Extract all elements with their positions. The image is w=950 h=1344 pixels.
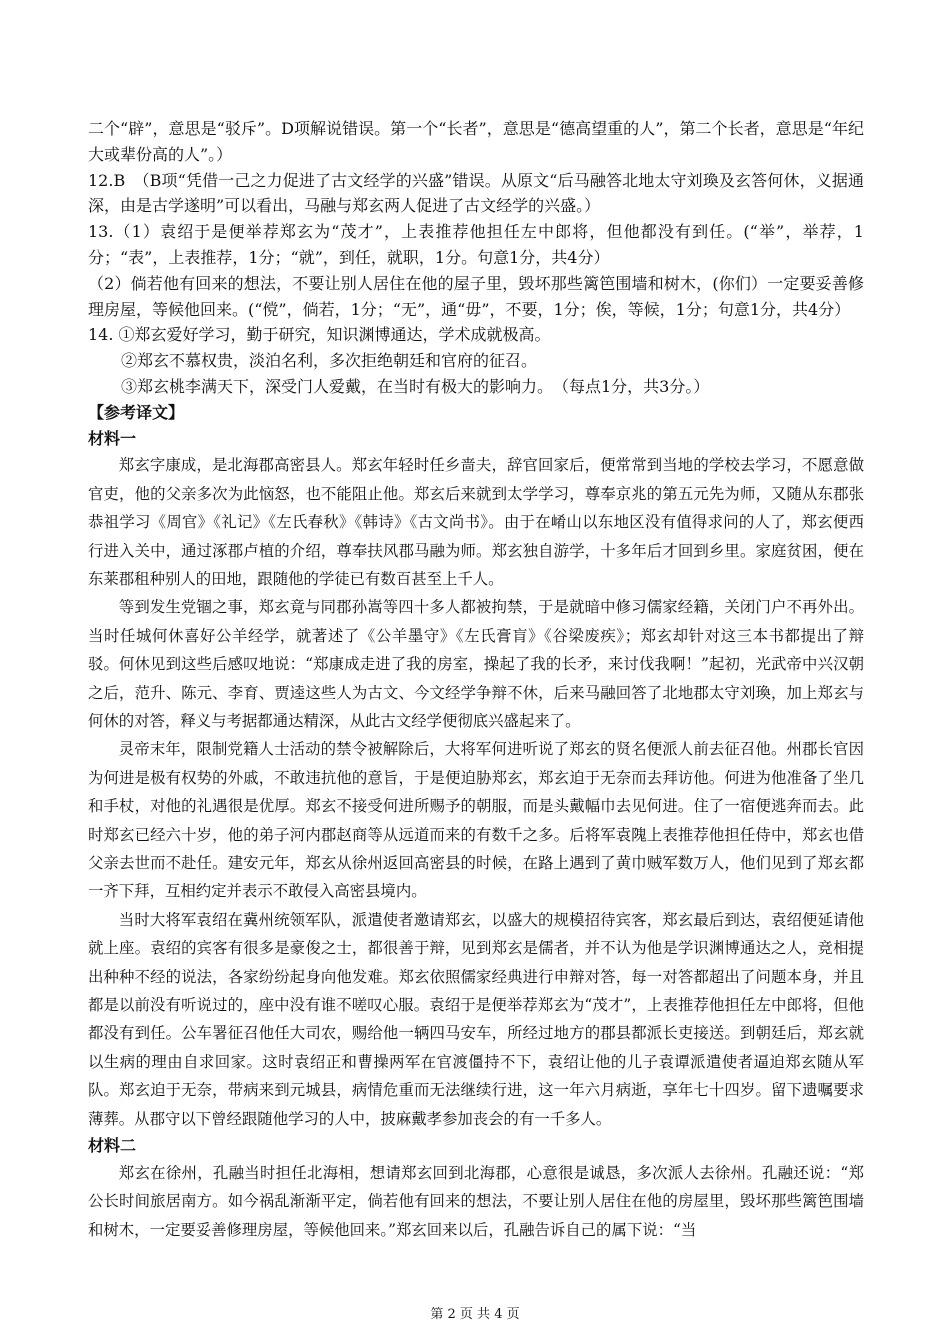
material1-title: 材料一 xyxy=(88,428,137,448)
answer-14-point1: 14. ①郑玄爱好学习，勤于研究，知识渊博通达，学术成就极高。 xyxy=(88,325,551,345)
document-body xyxy=(88,116,864,1244)
material1-paragraph: 郑玄字康成，是北海郡高密县人。郑玄年轻时任乡啬夫，辞官回家后，便常常到当地的学校去学习，不愿意做官吏，他的父亲多次为此恼怒，也不能阻止他。郑玄后来就到太学学习，尊奉京兆的第五元先为师，又随从东郡张恭祖学习《周官》《礼记》《左氏春秋》《韩诗》《古文尚书》。由于在崤山以东地区没有值得求问的人了，郑玄便西行进入关中，通过涿郡卢植的介绍，尊奉扶风郡马融为师。郑玄独自游学，十多年后才回到乡里。家庭贫困，便在东莱郡租种别人的田地，跟随他的学徒已有数百甚至上千人。 xyxy=(88,456,864,588)
material2-title: 材料二 xyxy=(88,1136,137,1156)
translation-heading: 【参考译文】 xyxy=(88,402,185,422)
answer-13-part2: （2）倘若他有回来的想法，不要让别人居住在他的屋子里，毁坏那些篱笆围墙和树木，(你们）一定要妥善修理房屋，等候他回来。(“傥”，倘若，1分；“无”，通“毋”，不要，1分；俟，等候，1分；句意1分，共4分） xyxy=(88,273,864,319)
answer-13-part1: 13.（1）袁绍于是便举荐郑玄为“茂才”，上表推荐他担任左中郎将，但他都没有到任。(“举”，举荐，1分；“表”，上表推荐，1分；“就”，到任，就职，1分。句意1分，共4分） xyxy=(88,222,864,267)
material2-paragraph: 郑玄在徐州，孔融当时担任北海相，想请郑玄回到北海郡，心意很是诚恳，多次派人去徐州。孔融还说：“郑公长时间旅居南方。如今祸乱渐渐平定，倘若他有回来的想法，不要让别人居住在他的房屋里，毁坏那些篱笆围墙和树木，一定要妥善修理房屋，等候他回来。”郑玄回来以后，孔融告诉自己的属下说：“当 xyxy=(88,1163,864,1239)
page-number: 第 2 页 共 4 页 xyxy=(430,1307,520,1322)
answer-11-continuation: 二个“辟”，意思是“驳斥”。D项解说错误。第一个“长者”，意思是“德高望重的人”，第二个长者，意思是“年纪大或辈份高的人”。） xyxy=(88,119,864,164)
answer-14-point2: ②郑玄不慕权贵，淡泊名利，多次拒绝朝廷和官府的征召。 xyxy=(121,351,538,371)
material1-paragraph: 灵帝末年，限制党籍人士活动的禁令被解除后，大将军何进听说了郑玄的贤名便派人前去征召他。州郡长官因为何进是极有权势的外戚，不敢违抗他的意旨，于是便迫胁郑玄，郑玄迫于无奈而去拜访他。何进为他准备了坐几和手杖，对他的礼遇很是优厚。郑玄不接受何进所赐予的朝服，而是头戴幅巾去见何进。住了一宿便逃奔而去。此时郑玄已经六十岁，他的弟子河内郡赵商等从远道而来的有数千之多。后将军袁隗上表推荐他担任侍中，郑玄也借父亲去世而不赴任。建安元年，郑玄从徐州返回高密县的时候，在路上遇到了黄巾贼军数万人，他们见到了郑玄都一齐下拜，互相约定并表示不敢侵入高密县境内。 xyxy=(88,740,864,901)
answer-14-point3: ③郑玄桃李满天下，深受门人爱戴，在当时有极大的影响力。 （每点1分，共3分。） xyxy=(121,376,710,396)
material1-paragraph: 当时大将军袁绍在冀州统领军队，派遣使者邀请郑玄，以盛大的规模招待宾客，郑玄最后到达，袁绍便延请他就上座。袁绍的宾客有很多是豪俊之士，都很善于辩，见到郑玄是儒者，并不认为他是学识渊博通达之人，竞相提出种种不经的说法，各家纷纷起身向他发难。郑玄依照儒家经典进行申辩对答，每一对答都超出了问题本身，并且都是以前没有听说过的，座中没有谁不嗟叹心服。袁绍于是便举荐郑玄为“茂才”，上表推荐他担任左中郎将，但他都没有到任。公车署征召他任大司农，赐给他一辆四马安车，所经过地方的郡县都派长吏接送。到朝廷后，郑玄就以生病的理由自求回家。这时袁绍正和曹操两军在官渡僵持不下，袁绍让他的儿子袁谭派遣使者逼迫郑玄随从军队。郑玄迫于无奈，带病来到元城县，病情危重而无法继续行进，这一年六月病逝，享年七十四岁。留下遗嘱要求薄葬。从郡守以下曾经跟随他学习的人中，披麻戴孝参加丧会的有一千多人。 xyxy=(88,910,864,1128)
answer-12: 12.B （B项“凭借一己之力促进了古文经学的兴盛”错误。从原文“后马融答北地太守刘瑍及玄答何休，义据通深，由是古学遂明”可以看出，马融与郑玄两人促进了古文经学的兴盛。） xyxy=(88,170,864,216)
material1-paragraph: 等到发生党锢之事，郑玄竟与同郡孙嵩等四十多人都被拘禁，于是就暗中修习儒家经籍，关闭门户不再外出。当时任城何休喜好公羊经学，就著述了《公羊墨守》《左氏膏肓》《谷梁废疾》；郑玄却针对这三本书都提出了辩驳。何休见到这些后感叹地说：“郑康成走进了我的房室，操起了我的长矛，来讨伐我啊！”起初，光武帝中兴汉朝之后，范升、陈元、李育、贾逵这些人为古文、今文经学争辩不休，后来马融回答了北地郡太守刘瑍，加上郑玄与何休的对答，释义与考据都通达精深，从此古文经学便彻底兴盛起来了。 xyxy=(88,598,864,731)
